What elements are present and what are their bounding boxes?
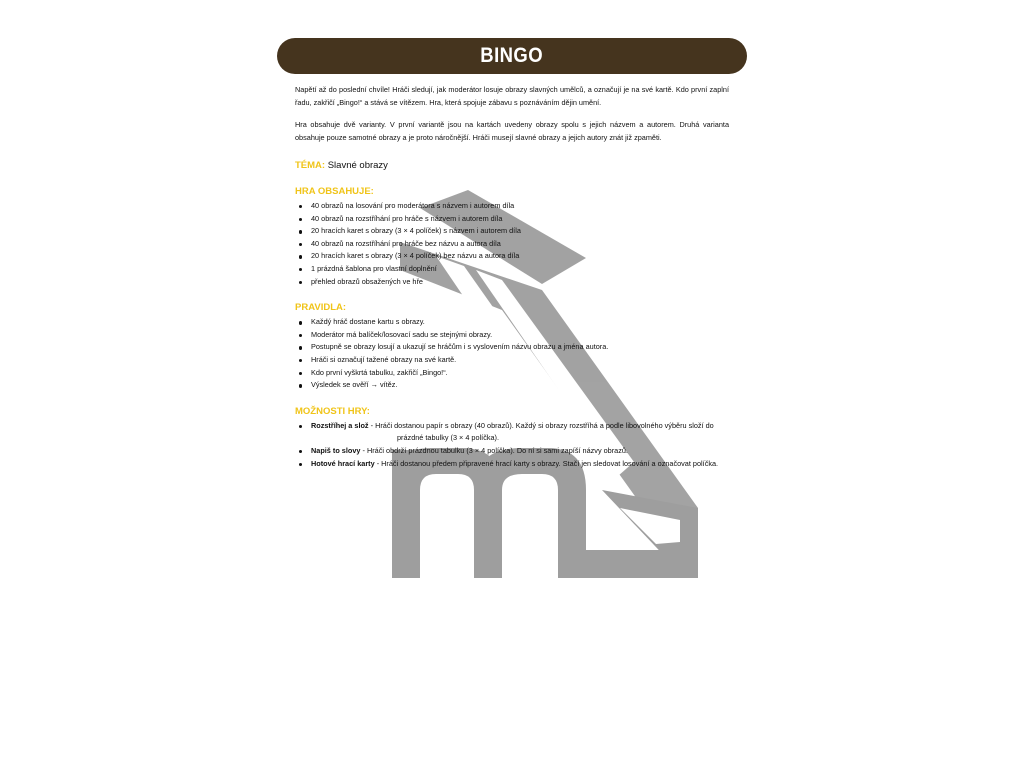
- list-item: [295, 458, 729, 471]
- bullet-icon: [299, 346, 302, 349]
- bullet-icon: [299, 450, 302, 453]
- list-item: [295, 445, 729, 458]
- list-item-text: přehled obrazů obsažených ve hře: [311, 276, 423, 286]
- mode-description: - Hráči obdrží prázdnou tabulku (3 × 4 políčka). Do ní si sami zapíší názvy obrazů.: [360, 445, 628, 455]
- page-title: BINGO: [480, 44, 544, 67]
- bullet-icon: [299, 268, 302, 271]
- bullet-icon: [299, 281, 302, 284]
- bullet-icon: [299, 425, 302, 428]
- bullet-icon: [299, 321, 302, 324]
- contents-heading: HRA OBSAHUJE:: [295, 186, 374, 197]
- list-item-text: Postupně se obrazy losují a ukazují se hráčům i s vyslovením názvu obrazu a jména autora.: [311, 342, 609, 352]
- bullet-icon: [299, 218, 302, 221]
- mode-name: Napiš to slovy: [311, 445, 361, 455]
- list-item-text: 40 obrazů na rozstříhání pro hráče bez názvu a autora díla: [311, 238, 501, 248]
- list-item: [295, 367, 729, 380]
- bullet-icon: [299, 230, 302, 233]
- list-item: [295, 238, 729, 251]
- list-item-text: 40 obrazů na losování pro moderátora s názvem i autorem díla: [311, 201, 515, 210]
- bullet-icon: [299, 359, 302, 362]
- mode-description: - Hráči dostanou předem připravené hrací karty s obrazy. Stačí jen sledovat losování a označovat políčka.: [374, 458, 719, 468]
- intro-paragraph: Napětí až do poslední chvíle! Hráči sledují, jak moderátor losuje obrazy slavných umělců, a označují je na své kartě. Kdo první zaplní řadu, zakřičí „Bingo!“ a stává se vítězem. Hra, která spojuje zábavu s poznáváním dějin umění.: [295, 85, 729, 107]
- mode-description: - Hráči dostanou papír s obrazy (40 obrazů). Každý si obrazy rozstříhá a podle libovolného výběru složí do: [368, 420, 714, 430]
- list-item: [295, 341, 729, 354]
- bullet-icon: [299, 243, 302, 246]
- rules-list: [295, 316, 729, 392]
- list-item: [295, 213, 729, 226]
- mode-description-continuation: prázdné tabulky (3 × 4 políčka).: [397, 433, 500, 443]
- title-bar: [277, 38, 747, 74]
- list-item: [295, 379, 729, 392]
- bullet-icon: [299, 334, 302, 337]
- modes-heading: MOŽNOSTI HRY:: [295, 405, 370, 417]
- bullet-icon: [299, 384, 302, 387]
- list-item-text: Hráči si označují tažené obrazy na své kartě.: [311, 354, 457, 364]
- list-item-text: 1 prázdná šablona pro vlastní doplnění: [311, 263, 437, 273]
- list-item-text: 40 obrazů na rozstříhání pro hráče s názvem i autorem díla: [311, 213, 503, 223]
- contents-list: [295, 200, 729, 288]
- list-item-text: Výsledek se ověří → vítěz.: [311, 380, 398, 390]
- list-item: [295, 263, 729, 276]
- list-item-text: 20 hracích karet s obrazy (3 × 4 políček) bez názvu a autora díla: [311, 251, 520, 261]
- theme-label: TÉMA:: [295, 160, 326, 171]
- theme-value: Slavné obrazy: [327, 160, 388, 171]
- list-item: [295, 200, 729, 213]
- list-item-text: Kdo první vyškrtá tabulku, zakřičí „Bingo!“.: [311, 367, 448, 377]
- variants-paragraph: Hra obsahuje dvě varianty. V první variantě jsou na kartách uvedeny obrazy spolu s jejich názvem a autorem. Druhá varianta obsahuje pouze samotné obrazy a je proto náročnější. Hráči musejí slavné obrazy a jejich autory znát již zpaměti.: [295, 120, 729, 142]
- theme-line: [295, 160, 729, 172]
- list-item-text: 20 hracích karet s obrazy (3 × 4 políček) s názvem i autorem díla: [311, 226, 521, 236]
- list-item: [295, 250, 729, 263]
- list-item-text: Každý hráč dostane kartu s obrazy.: [311, 317, 425, 327]
- list-item: [295, 354, 729, 367]
- mode-name: Rozstříhej a slož: [311, 420, 369, 430]
- bullet-icon: [299, 255, 302, 258]
- rules-heading: PRAVIDLA:: [295, 302, 347, 314]
- bullet-icon: [299, 463, 302, 466]
- list-item: [295, 316, 729, 329]
- list-item: [295, 276, 729, 289]
- bullet-icon: [299, 372, 302, 375]
- list-item: [295, 420, 729, 445]
- modes-list: [295, 420, 729, 470]
- list-item: [295, 329, 729, 342]
- list-item: [295, 225, 729, 238]
- list-item-text: Moderátor má balíček/losovací sadu se stejnými obrazy.: [311, 329, 493, 339]
- bullet-icon: [299, 205, 302, 208]
- document-page: [277, 38, 747, 470]
- mode-name: Hotové hrací karty: [311, 458, 375, 468]
- document-content: [277, 74, 747, 470]
